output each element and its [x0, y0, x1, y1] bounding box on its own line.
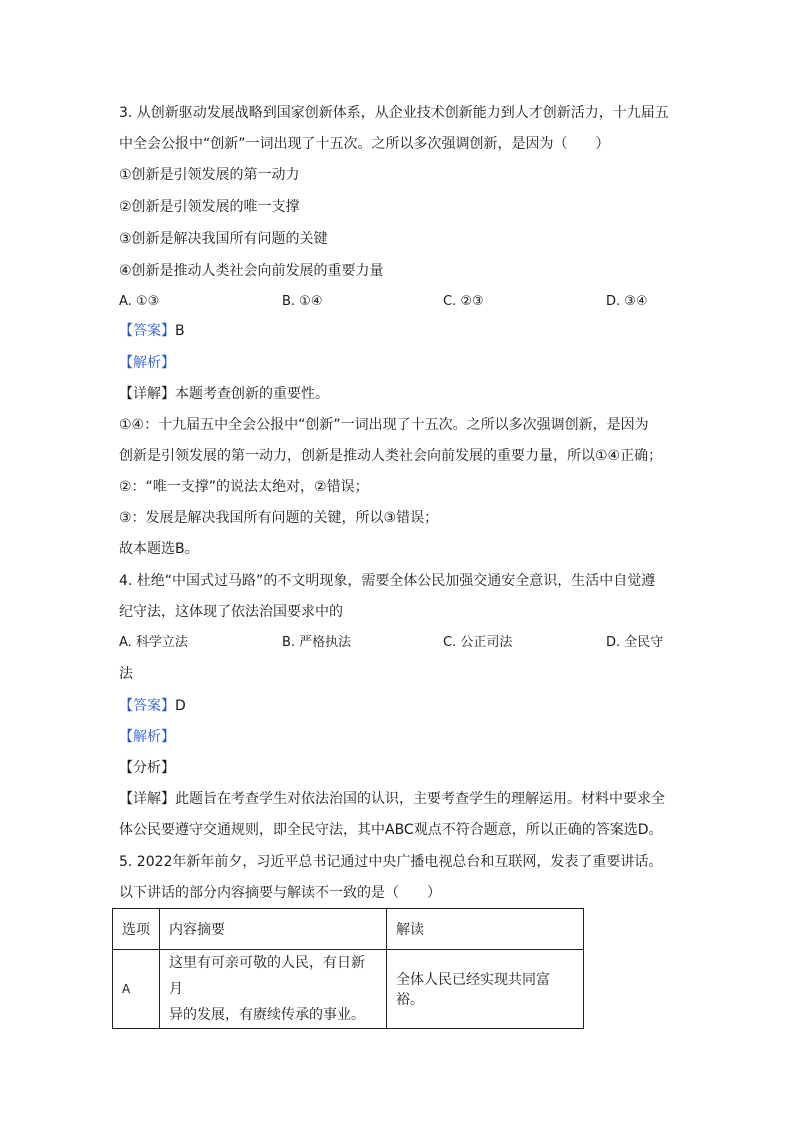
answer-value: B	[175, 323, 185, 339]
q4-detail	[119, 790, 665, 808]
summary-line1: 这里有可亲可敬的人民，有日新月	[169, 955, 365, 997]
answer-tag: 【答案】	[119, 698, 175, 714]
q3-detail-line2: 创新是引领发展的第一动力，创新是推动人类社会向前发展的重要力量，所以①④正确；	[119, 448, 663, 464]
row-summary	[160, 950, 387, 1029]
q3-item-3: ③创新是解决我国所有问题的关键	[119, 231, 328, 247]
q4-fenxi-tag: 【分析】	[119, 760, 175, 776]
q4-answer	[119, 697, 186, 715]
q3-item-1: ①创新是引领发展的第一动力	[119, 167, 300, 183]
q3-item-2: ②创新是引领发展的唯一支撑	[119, 199, 300, 215]
q3-conclusion: 故本题选B。	[119, 541, 199, 557]
detail-text: 本题考查创新的重要性。	[175, 386, 329, 402]
q3-option-d: D. ③④	[606, 294, 648, 309]
table-header-row	[113, 909, 584, 950]
q5-stem-line1: 5. 2022年新年前夕，习近平总书记通过中央广播电视总台和互联网，发表了重要讲话。	[119, 854, 663, 870]
q3-detail-line1: ①④：十九届五中全会公报中“创新”一词出现了十五次。之所以多次强调创新，是因为	[119, 417, 649, 433]
answer-value: D	[175, 698, 186, 714]
q4-option-c: C. 公正司法	[443, 635, 513, 650]
header-summary: 内容摘要	[160, 909, 387, 950]
q4-stem-line1: 4. 杜绝“中国式过马路”的不文明现象，需要全体公民加强交通安全意识，生活中自觉遵	[119, 573, 656, 589]
q3-detail	[119, 385, 329, 403]
q3-detail-line3: ②：“唯一支撑”的说法太绝对，②错误；	[119, 479, 369, 495]
q4-option-d-wrap: 法	[119, 666, 133, 682]
q3-detail-line4: ③：发展是解决我国所有问题的关键，所以③错误；	[119, 510, 439, 526]
row-reading: 全体人民已经实现共同富裕。	[387, 950, 584, 1029]
q3-item-4: ④创新是推动人类社会向前发展的重要力量	[119, 263, 384, 279]
q3-option-a: A. ①③	[119, 294, 160, 309]
q5-table	[112, 908, 584, 1029]
q4-option-b: B. 严格执法	[282, 635, 352, 650]
q3-stem-line2: 中全会公报中“创新”一词出现了十五次。之所以多次强调创新，是因为（ ）	[119, 136, 610, 152]
summary-line2: 异的发展，有赓续传承的事业。	[169, 1007, 365, 1023]
q4-analysis-tag	[119, 728, 175, 746]
q4-stem-line2: 纪守法，这体现了依法治国要求中的	[119, 604, 343, 620]
q3-option-c: C. ②③	[443, 294, 484, 309]
q5-stem-line2: 以下讲话的部分内容摘要与解读不一致的是（ ）	[119, 885, 441, 901]
header-reading: 解读	[387, 909, 584, 950]
analysis-tag: 【解析】	[119, 355, 175, 371]
detail-tag: 【详解】	[119, 791, 175, 807]
detail-tag: 【详解】	[119, 386, 175, 402]
q3-analysis-tag	[119, 354, 175, 372]
q3-option-b: B. ①④	[282, 294, 323, 309]
q3-stem-line1: 3. 从创新驱动发展战略到国家创新体系，从企业技术创新能力到人才创新活力，十九届五	[119, 105, 669, 121]
answer-tag: 【答案】	[119, 323, 175, 339]
q3-answer	[119, 322, 185, 340]
q4-option-d: D. 全民守	[606, 635, 664, 650]
header-option: 选项	[113, 909, 160, 950]
table-row	[113, 950, 584, 1029]
detail-text: 此题旨在考查学生对依法治国的认识，主要考查学生的理解运用。材料中要求全	[175, 791, 665, 807]
q4-option-a: A. 科学立法	[119, 635, 188, 650]
analysis-tag: 【解析】	[119, 729, 175, 745]
q4-detail-line2: 体公民要遵守交通规则，即全民守法，其中ABC观点不符合题意，所以正确的答案选D。	[119, 822, 663, 838]
row-option: A	[113, 950, 160, 1029]
